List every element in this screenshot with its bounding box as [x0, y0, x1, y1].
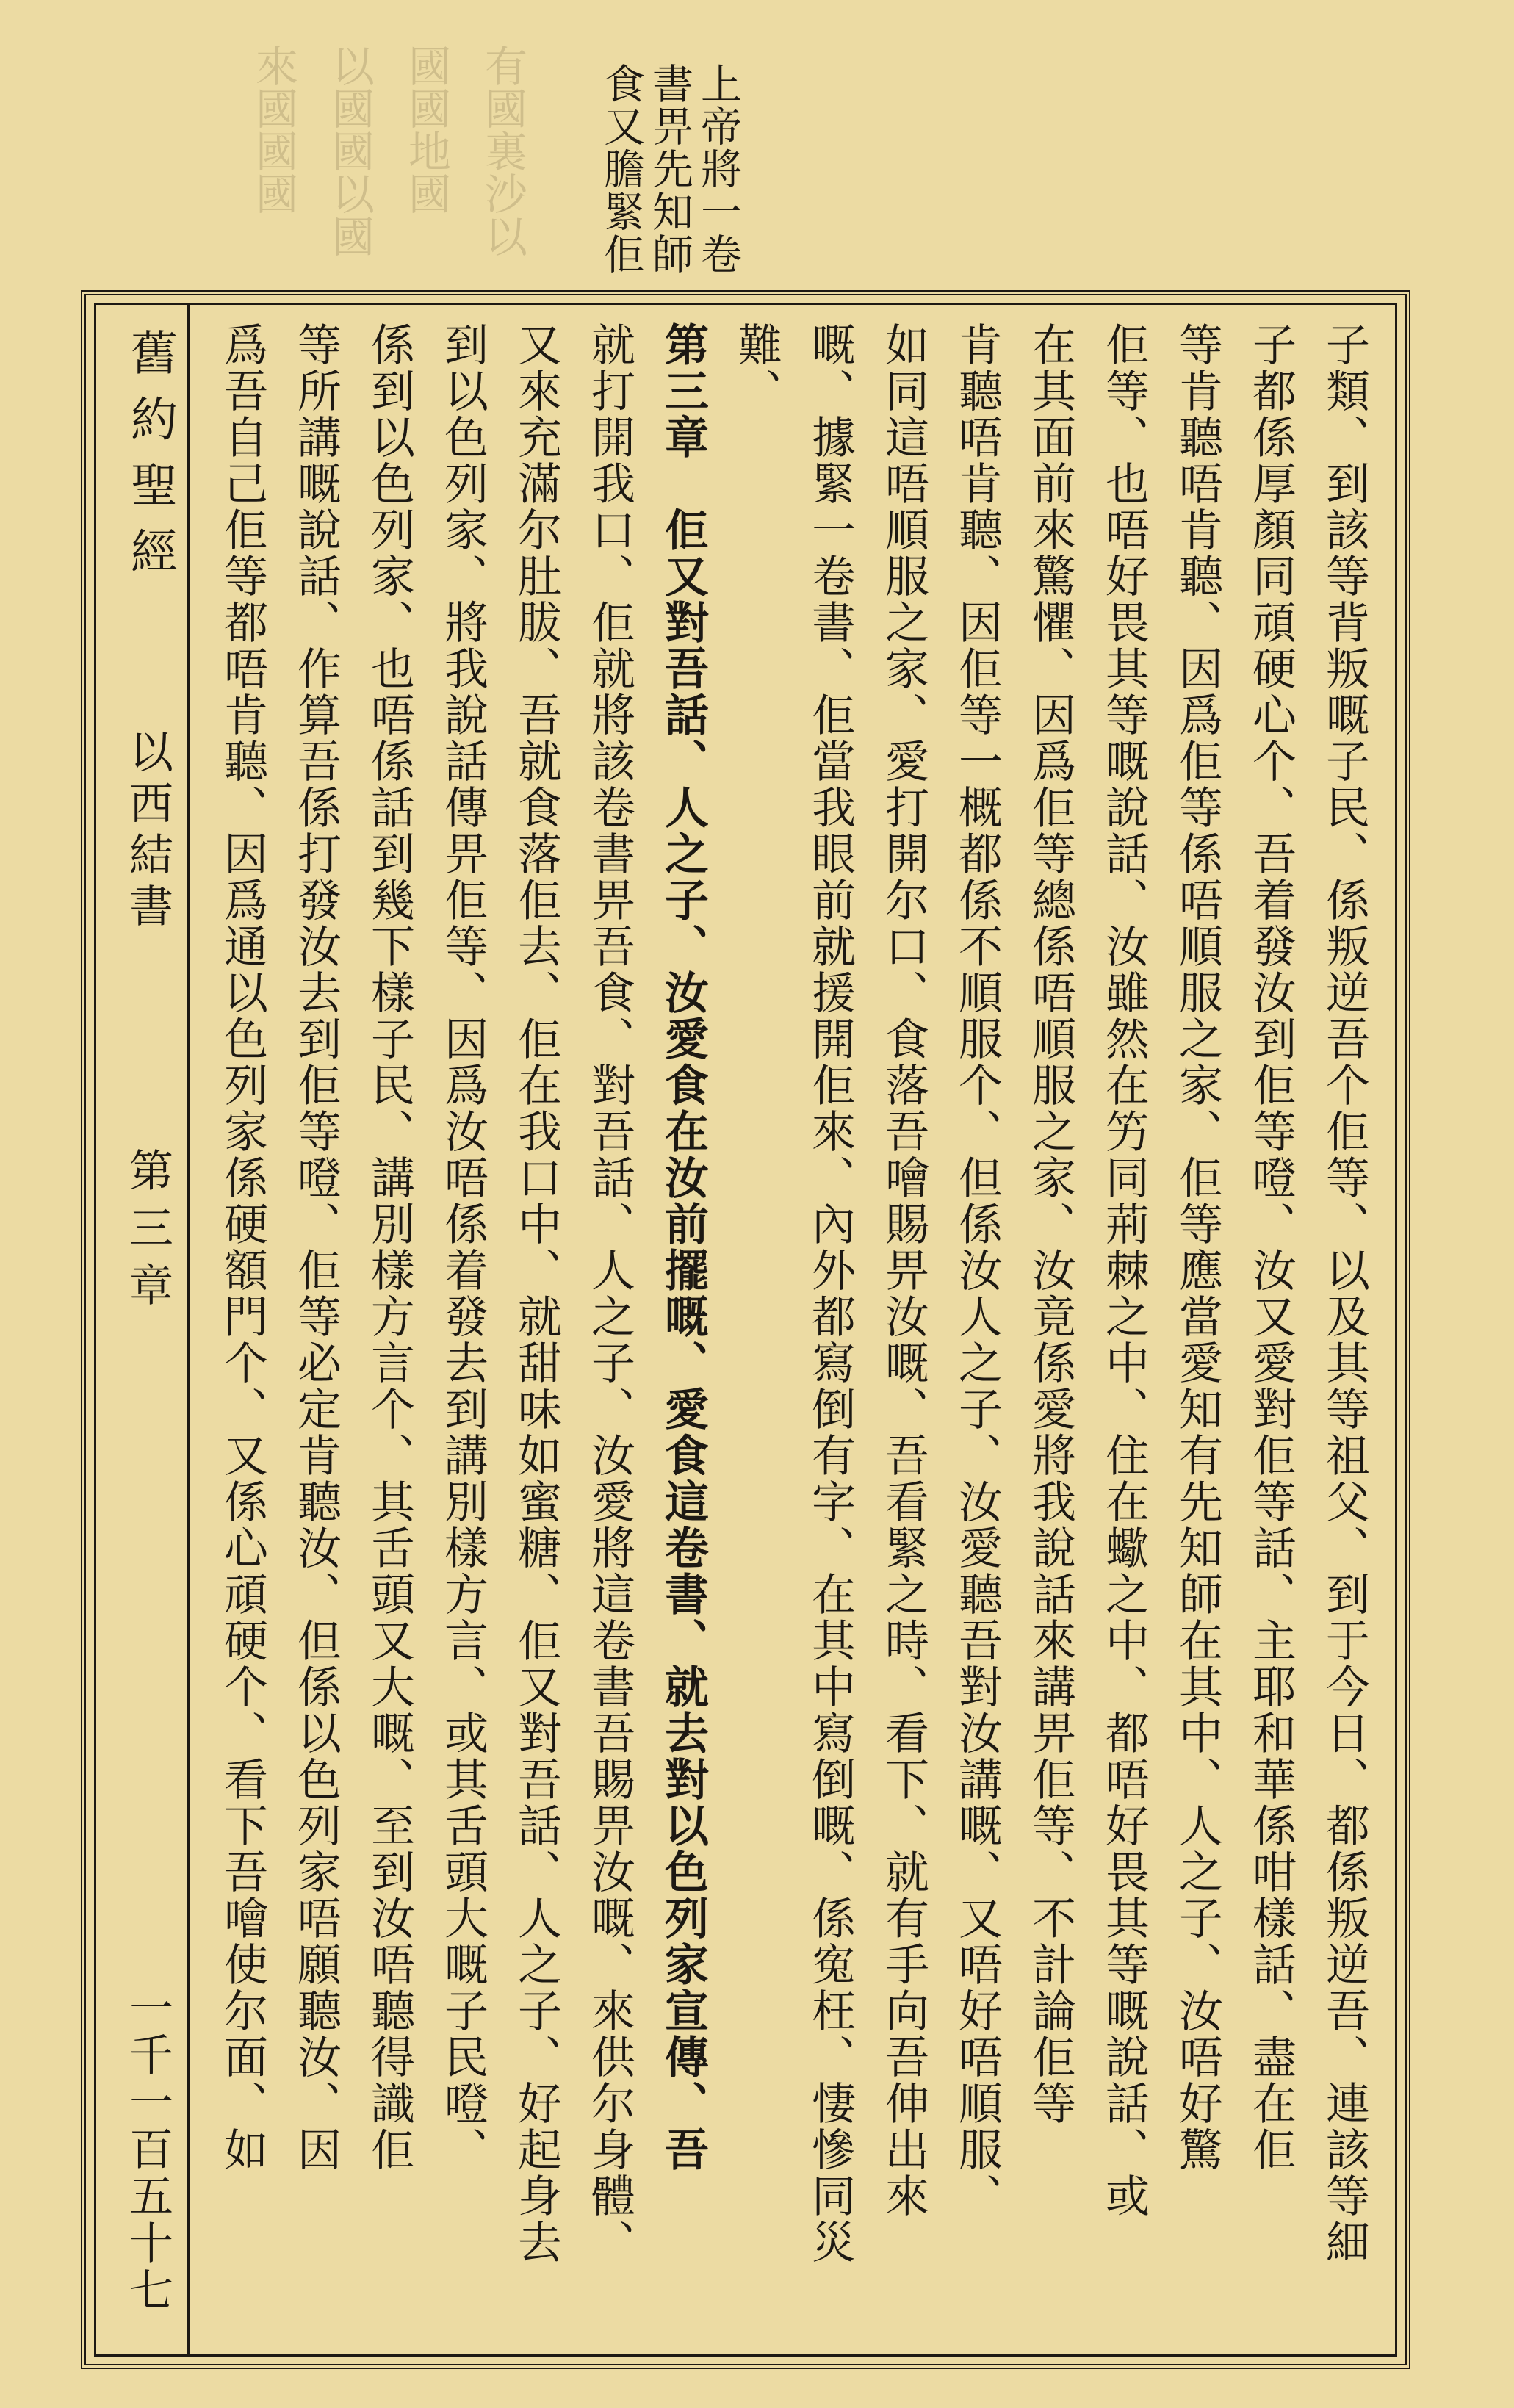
- ghost-line: 有國裏沙以: [477, 44, 527, 257]
- text-column: 難、: [731, 322, 782, 414]
- text-column: 等所講嘅說話、作算吾係打發汝去到佢等噔、佢等必定肯聽汝、但係以色列家唔願聽汝、因: [290, 322, 342, 2173]
- text-column: 就打開我口、佢就將該卷書畀吾食、對吾話、人之子、汝愛將這卷書吾賜畀汝嘅、來供尔身體、: [584, 322, 635, 2265]
- chapter-label: 第三章: [122, 1147, 173, 1319]
- text-column: 又來充滿尔肚胈、吾就食落佢去、佢在我口中、就甜味如蜜糖、佢又對吾話、人之子、好起身去: [511, 322, 562, 2265]
- ghost-line: 國國地國: [401, 44, 451, 215]
- text-column: 如同這唔順服之家、愛打開尔口、食落吾噲賜畀汝嘅、吾看緊之時、看下、就有手向吾伸出來: [878, 322, 929, 2219]
- text-column: 等肯聽唔肯聽、因爲佢等係唔順服之家、佢等應當愛知有先知師在其中、人之子、汝唔好驚: [1172, 322, 1223, 2173]
- ghost-line: 來國國國: [248, 44, 298, 215]
- text-column: 子類、到該等背叛嘅子民、係叛逆吾个佢等、以及其等祖父、到于今日、都係叛逆吾、連該等細: [1319, 322, 1370, 2265]
- header-note-line: 上帝將一卷: [694, 62, 742, 275]
- margin-column: [94, 303, 190, 2357]
- text-column: 到以色列家、將我說話傳畀佢等、因爲汝唔係着發去到講別樣方言、或其舌頭大嘅子民噔、: [437, 322, 489, 2173]
- header-note-line: 食又膽緊佢: [597, 62, 645, 275]
- book-collection-title: 舊約聖經: [123, 328, 177, 593]
- ghost-line: 以國國以國: [325, 44, 375, 257]
- page-number: 一千一百五十七: [122, 1985, 173, 2314]
- chapter-heading-column: 第三章 佢又對吾話、人之子、汝愛食在汝前擺嘅、愛食這卷書、就去對以色列家宣傳、吾: [657, 322, 709, 2173]
- header-notes: [599, 62, 740, 275]
- text-column: 子都係厚顏同頑硬心个、吾着發汝到佢等噔、汝又愛對佢等話、主耶和華係咁樣話、盡在佢: [1245, 322, 1297, 2173]
- text-column: 係到以色列家、也唔係話到幾下樣子民、講別樣方言个、其舌頭又大嘅、至到汝唔聽得識佢: [364, 322, 415, 2173]
- main-text: [190, 303, 1394, 2352]
- bleed-through-text: [242, 44, 533, 264]
- text-column: 爲吾自己佢等都唔肯聽、因爲通以色列家係硬額門个、又係心頑硬个、看下吾噲使尔面、如: [217, 322, 268, 2173]
- text-column: 嘅、據緊一卷書、佢當我眼前就援開佢來、內外都寫倒有字、在其中寫倒嘅、係寃枉、悽慘同災: [804, 322, 856, 2265]
- header-note-line: 書畀先知師: [646, 62, 693, 275]
- text-column: 佢等、也唔好畏其等嘅說話、汝雖然在竻同荊棘之中、住在蠍之中、都唔好畏其等嘅說話、或: [1098, 322, 1150, 2219]
- book-name: 以西結書: [122, 729, 173, 934]
- text-column: 在其面前來驚懼、因爲佢等總係唔順服之家、汝竟係愛將我說話來講畀佢等、不計論佢等: [1025, 322, 1076, 2127]
- text-column: 肯聽唔肯聽、因佢等一概都係不順服个、但係汝人之子、汝愛聽吾對汝講嘅、又唔好唔順服、: [951, 322, 1003, 2219]
